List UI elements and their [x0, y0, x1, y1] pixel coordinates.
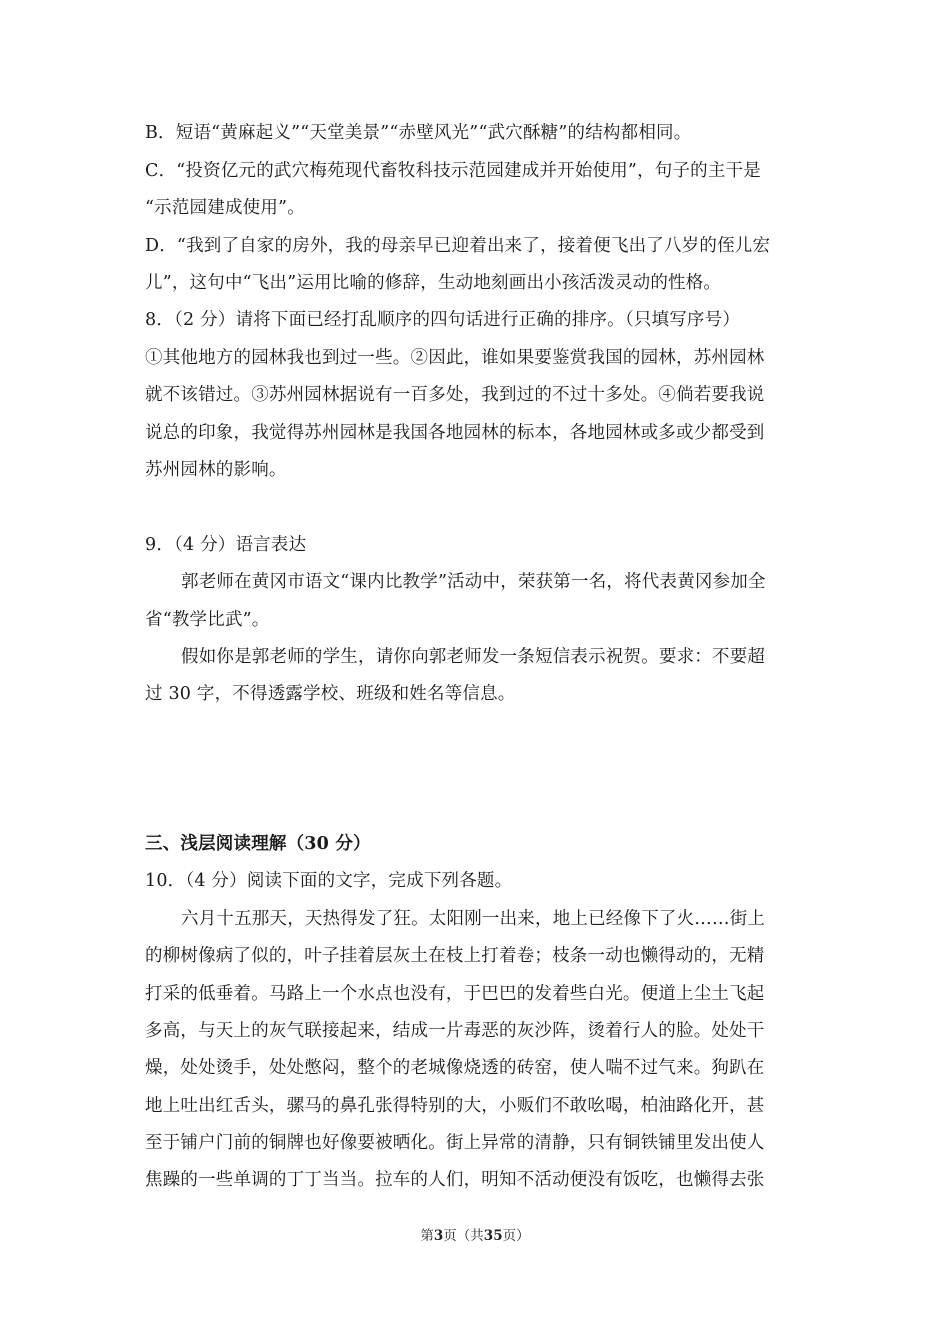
q8-heading: 8．（2 分）请将下面已经打乱顺序的四句话进行正确的排序。（只填写序号） — [145, 310, 741, 330]
footer-prefix: 第 — [420, 1228, 434, 1244]
q10-passage-line: 的柳树像病了似的，叶子挂着层灰土在枝上打着卷；枝条一动也懒得动的，无精 — [145, 946, 765, 966]
q7-option-c-line1: C．“投资亿元的武穴梅苑现代畜牧科技示范园建成并开始使用”，句子的主干是 — [145, 161, 761, 181]
q9-paragraph1-line1: 郭老师在黄冈市语文“课内比教学”活动中，荣获第一名，将代表黄冈参加全 — [181, 572, 766, 592]
q8-text-line: 说总的印象，我觉得苏州园林是我国各地园林的标本，各地园林或多或少都受到 — [145, 423, 765, 443]
section-3-title: 三、浅层阅读理解（30 分） — [145, 834, 371, 854]
q9-paragraph2-line2: 过 30 字，不得透露学校、班级和姓名等信息。 — [145, 684, 516, 704]
q10-passage-line: 地上吐出红舌头，骡马的鼻孔张得特别的大，小贩们不敢吆喝，柏油路化开，甚 — [145, 1096, 765, 1116]
q9-paragraph2-line1: 假如你是郭老师的学生，请你向郭老师发一条短信表示祝贺。要求：不要超 — [181, 647, 766, 667]
q7-option-d-line1: D．“我到了自家的房外，我的母亲早已迎着出来了，接着便飞出了八岁的侄儿宏 — [145, 236, 771, 256]
q10-passage-first-line: 六月十五那天，天热得发了狂。太阳刚一出来，地上已经像下了火……街上 — [181, 909, 766, 929]
q9-heading: 9．（4 分）语言表达 — [145, 535, 307, 555]
q10-passage-line: 燥，处处烫手，处处憋闷，整个的老城像烧透的砖窑，使人喘不过气来。狗趴在 — [145, 1058, 765, 1078]
page-footer — [0, 1227, 950, 1245]
q7-option-d-line2: 儿”，这句中“飞出”运用比喻的修辞，生动地刻画出小孩活泼灵动的性格。 — [145, 273, 722, 293]
footer-total-pages: 35 — [483, 1228, 503, 1244]
q9-paragraph1-line2: 省“教学比武”。 — [145, 610, 270, 630]
q10-passage-line: 焦躁的一些单调的丁丁当当。拉车的人们，明知不活动便没有饭吃，也懒得去张 — [145, 1170, 765, 1190]
q8-text-line: 就不该错过。③苏州园林据说有一百多处，我到过的不过十多处。④倘若要我说 — [145, 385, 765, 405]
q8-text-line: 苏州园林的影响。 — [145, 460, 287, 480]
footer-page-number: 3 — [433, 1228, 444, 1244]
footer-suffix: 页） — [502, 1228, 530, 1244]
q7-option-c-line2: “示范园建成使用”。 — [145, 198, 305, 218]
q10-heading: 10．（4 分）阅读下面的文字，完成下列各题。 — [145, 871, 513, 891]
q10-passage-line: 打采的低垂着。马路上一个水点也没有，于巴巴的发着些白光。便道上尘土飞起 — [145, 984, 765, 1004]
footer-middle: 页（共 — [443, 1228, 484, 1244]
q8-text-line: ①其他地方的园林我也到过一些。②因此，谁如果要鉴赏我国的园林，苏州园林 — [145, 348, 765, 368]
q10-passage-line: 多高，与天上的灰气联接起来，结成一片毒恶的灰沙阵，烫着行人的脸。处处干 — [145, 1021, 765, 1041]
q10-passage-line: 至于铺户门前的铜牌也好像要被晒化。街上异常的清静，只有铜铁铺里发出使人 — [145, 1133, 765, 1153]
q7-option-b: B．短语“黄麻起义”“天堂美景”“赤壁风光”“武穴酥糖”的结构都相同。 — [145, 123, 692, 143]
